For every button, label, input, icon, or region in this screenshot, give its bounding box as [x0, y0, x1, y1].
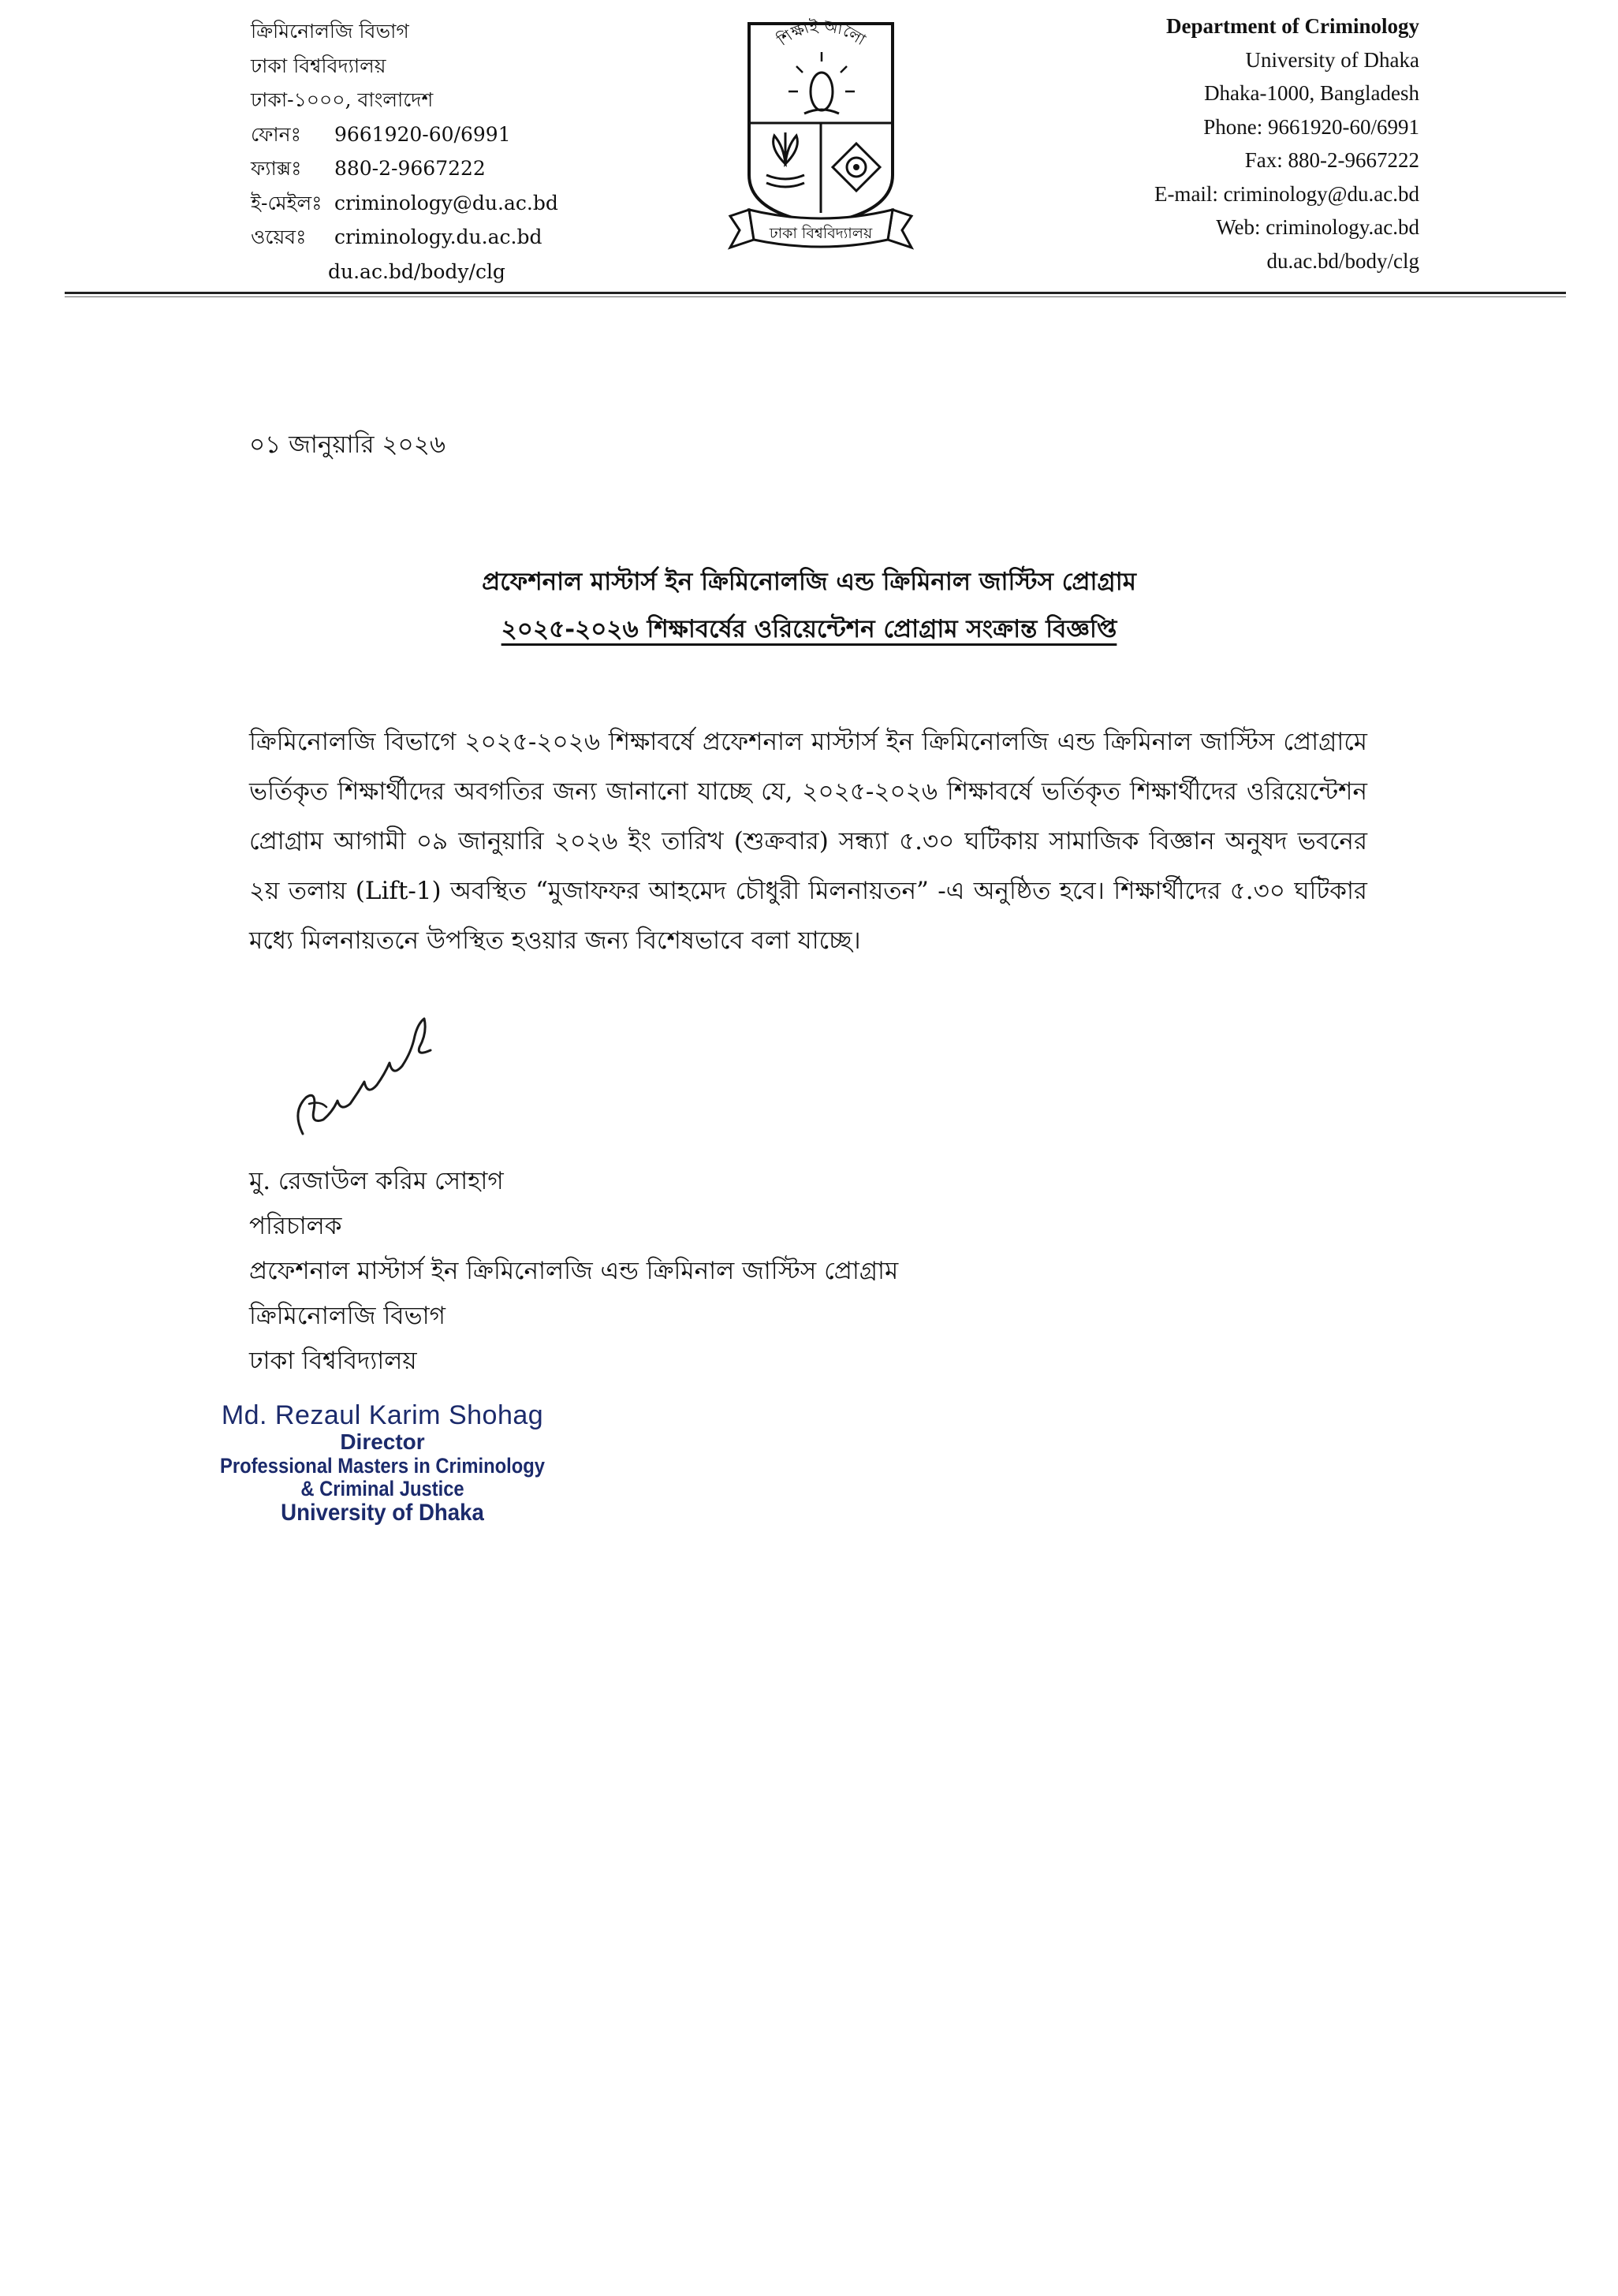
letterhead-bn-email-label: ই-মেইলঃ [251, 191, 322, 214]
letterhead-divider-thin [65, 296, 1566, 297]
stamp-title: Director [340, 1429, 425, 1454]
letterhead-bn-email: criminology@du.ac.bd [334, 191, 558, 214]
signatory-dept: ক্রিমিনোলজি বিভাগ [249, 1302, 446, 1330]
stamp-program-line1: Professional Masters in Criminology [220, 1454, 545, 1478]
signatory-title: পরিচালক [249, 1212, 342, 1240]
notice-title-line2-wrap [0, 606, 1618, 653]
letterhead-en-address: Dhaka-1000, Bangladesh [1204, 81, 1419, 105]
notice-body: ক্রিমিনোলজি বিভাগে ২০২৫-২০২৬ শিক্ষাবর্ষে প্রফেশনাল মাস্টার্স ইন ক্রিমিনোলজি এন্ড ক্রিমিনাল জাস্টিস প্রোগ্রামে ভর্তিকৃত শিক্ষার্থীদের অবগতির জন্য জানানো যাচ্ছে যে, ২০২৫-২০২৬ শিক্ষাবর্ষে ভর্তিকৃত শিক্ষার্থীদের ওরিয়েন্টেশন প্রোগ্রাম আগামী ০৯ জানুয়ারি ২০২৬ ইং তারিখ (শুক্রবার) সন্ধ্যা ৫.৩০ ঘটিকায় সামাজিক বিজ্ঞান অনুষদ ভবনের ২য় তলায় (Lift-1) অবস্থিত “মুজাফফর আহমেদ চৌধুরী মিলনায়তন” -এ অনুষ্ঠিত হবে। শিক্ষার্থীদের ৫.৩০ ঘটিকার মধ্যে মিলনায়তনে উপস্থিত হওয়ার জন্য বিশেষভাবে বলা যাচ্ছে। [249, 728, 1367, 955]
letterhead-bn-email-row [251, 186, 558, 221]
stamp-program-line2: & Criminal Justice [300, 1477, 464, 1500]
letterhead-bn [251, 14, 558, 289]
letterhead-bn-univ: ঢাকা বিশ্ববিদ্যালয় [251, 54, 386, 77]
signatory-program: প্রফেশনাল মাস্টার্স ইন ক্রিমিনোলজি এন্ড ক্রিমিনাল জাস্টিস প্রোগ্রাম [249, 1257, 899, 1285]
letterhead-bn-fax-row [251, 151, 558, 186]
signatory-univ: ঢাকা বিশ্ববিদ্যালয় [249, 1347, 417, 1375]
letterhead-bn-phone: 9661920-60/6991 [334, 122, 511, 146]
letterhead-en-phone: Phone: 9661920-60/6991 [1203, 114, 1419, 139]
official-stamp [197, 1400, 568, 1526]
notice-heading [0, 558, 1618, 653]
letterhead-bn-web: criminology.du.ac.bd [334, 226, 542, 248]
notice-date: ০১ জানুয়ারি ২০২৬ [249, 430, 446, 459]
letterhead-bn-web2: du.ac.bd/body/clg [328, 259, 505, 283]
signatory-name: মু. রেজাউল করিম সোহাগ [249, 1167, 504, 1195]
signatory-block [249, 1159, 898, 1384]
letterhead-bn-phone-label: ফোনঃ [251, 122, 301, 146]
letterhead-bn-web-label: ওয়েবঃ [251, 226, 307, 248]
letterhead-en-dept: Department of Criminology [1166, 14, 1419, 38]
letterhead-bn-address: ঢাকা-১০০০, বাংলাদেশ [251, 88, 434, 111]
university-seal-icon [722, 17, 919, 251]
letterhead-bn-web-row [251, 220, 558, 255]
letterhead-bn-dept: ক্রিমিনোলজি বিভাগ [251, 20, 409, 43]
letterhead-bn-fax: 880-2-9667222 [334, 157, 486, 180]
letterhead-en [1154, 9, 1419, 278]
letterhead-en-email: E-mail: criminology@du.ac.bd [1154, 181, 1419, 206]
handwritten-signature-icon [285, 1001, 443, 1143]
letterhead-en-web: Web: criminology.ac.bd [1216, 215, 1419, 239]
letterhead-bn-phone-row [251, 117, 558, 152]
notice-title-line2: ২০২৫-২০২৬ শিক্ষাবর্ষের ওরিয়েন্টেশন প্রোগ্রাম সংক্রান্ত বিজ্ঞপ্তি [501, 615, 1117, 643]
letterhead-en-fax: Fax: 880-2-9667222 [1244, 148, 1419, 172]
notice-title-line1: প্রফেশনাল মাস্টার্স ইন ক্রিমিনোলজি এন্ড ক্রিমিনাল জাস্টিস প্রোগ্রাম [482, 568, 1136, 596]
letterhead-bn-fax-label: ফ্যাক্সঃ [251, 157, 302, 180]
letterhead-en-univ: University of Dhaka [1245, 47, 1419, 72]
seal-ribbon-text: ঢাকা বিশ্ববিদ্যালয় [769, 225, 873, 242]
letterhead-en-web2: du.ac.bd/body/clg [1266, 248, 1419, 273]
stamp-university: University of Dhaka [281, 1500, 484, 1526]
stamp-name: Md. Rezaul Karim Shohag [221, 1400, 544, 1430]
seal-motto: শিক্ষাই আলো [774, 17, 870, 50]
letterhead-divider [65, 292, 1566, 294]
